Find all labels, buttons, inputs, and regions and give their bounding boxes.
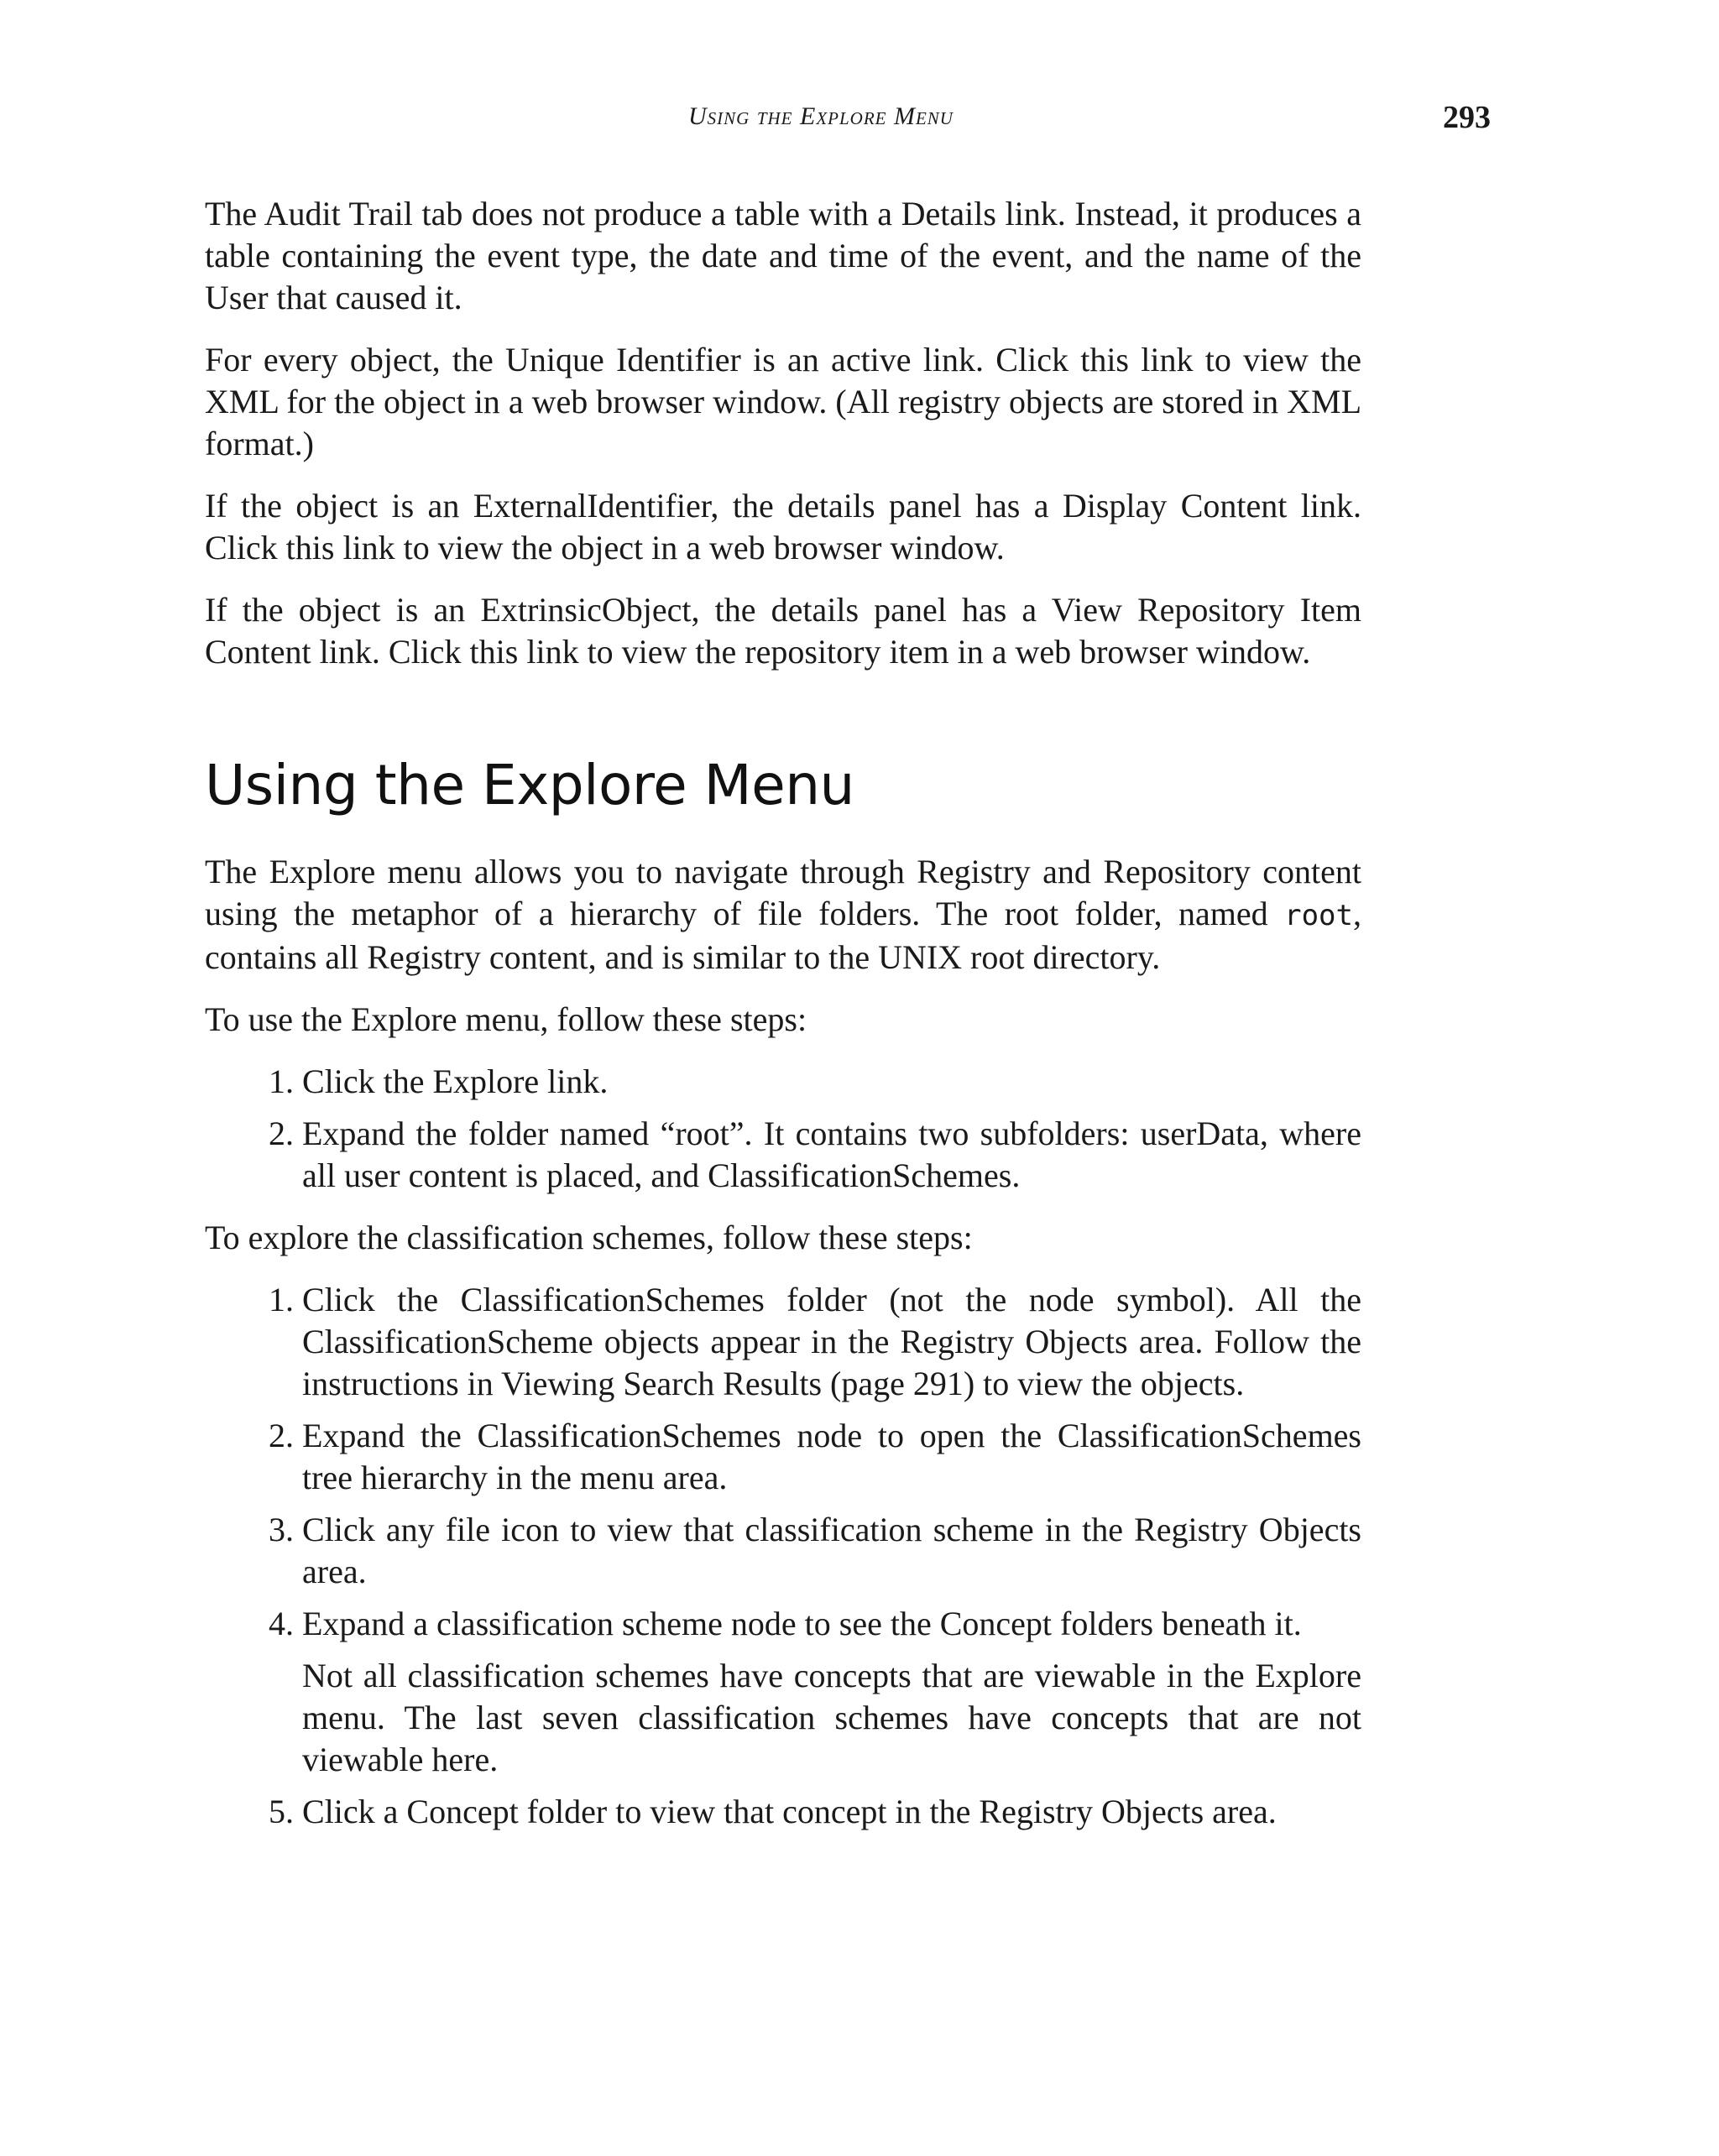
code-root: root	[1284, 899, 1353, 932]
list-item-with-note	[302, 1603, 1361, 1781]
explore-steps-list	[205, 1061, 1361, 1197]
list-item: 1. Click the ClassificationSchemes folder (not the node symbol). All the ClassificationScheme objects appear in the Registry Objects area. Follow the instructions in Viewing Search Results (page 291) to view the objects.	[302, 1279, 1361, 1405]
explore-intro-text-b: , contains all Registry content, and is similar to the UNIX root directory.	[205, 895, 1361, 976]
paragraph-audit-trail: The Audit Trail tab does not produce a table with a Details link. Instead, it produces a table containing the event type, the date and time of the event, and the name of the User that caused it.	[205, 195, 1361, 316]
page-header	[0, 99, 1719, 141]
paragraph-extrinsic-object: If the object is an ExtrinsicObject, the details panel has a View Repository Item Content link. Click this link to view the repository item in a web browser window.	[205, 591, 1361, 671]
paragraph-explore-intro	[205, 851, 1361, 979]
running-head: Using the Explore Menu	[688, 102, 954, 130]
list-item: 5. Click a Concept folder to view that concept in the Registry Objects area.	[302, 1791, 1361, 1833]
page-body	[205, 193, 1361, 1853]
page-number: 293	[1443, 100, 1491, 135]
list-item-text: 4. Expand a classification scheme node to see the Concept folders beneath it.	[302, 1605, 1302, 1642]
classification-steps-list	[205, 1279, 1361, 1833]
paragraph-unique-identifier: For every object, the Unique Identifier is an active link. Click this link to view the XML for the object in a web browser window. (All registry objects are stored in XML format.)	[205, 341, 1361, 462]
paragraph-external-identifier: If the object is an ExternalIdentifier, the details panel has a Display Content link. Click this link to view the object in a web browser window.	[205, 487, 1361, 566]
list-item: 3. Click any file icon to view that classification scheme in the Registry Objects area.	[302, 1509, 1361, 1593]
paragraph-classification-steps-intro: To explore the classification schemes, follow these steps:	[205, 1219, 973, 1256]
list-item-note: Not all classification schemes have concepts that are viewable in the Explore menu. The last seven classification schemes have concepts that are not viewable here.	[302, 1657, 1361, 1778]
list-item: 2. Expand the folder named “root”. It contains two subfolders: userData, where all user content is placed, and ClassificationSchemes.	[302, 1113, 1361, 1197]
section-heading: Using the Explore Menu	[205, 753, 854, 817]
explore-intro-text-a: The Explore menu allows you to navigate through Registry and Repository content using the metaphor of a hierarchy of file folders. The root folder, named	[205, 853, 1361, 932]
list-item: 2. Expand the ClassificationSchemes node to open the ClassificationSchemes tree hierarchy in the menu area.	[302, 1415, 1361, 1499]
list-item: 1. Click the Explore link.	[302, 1061, 1361, 1103]
paragraph-explore-steps-intro: To use the Explore menu, follow these steps:	[205, 1000, 807, 1038]
